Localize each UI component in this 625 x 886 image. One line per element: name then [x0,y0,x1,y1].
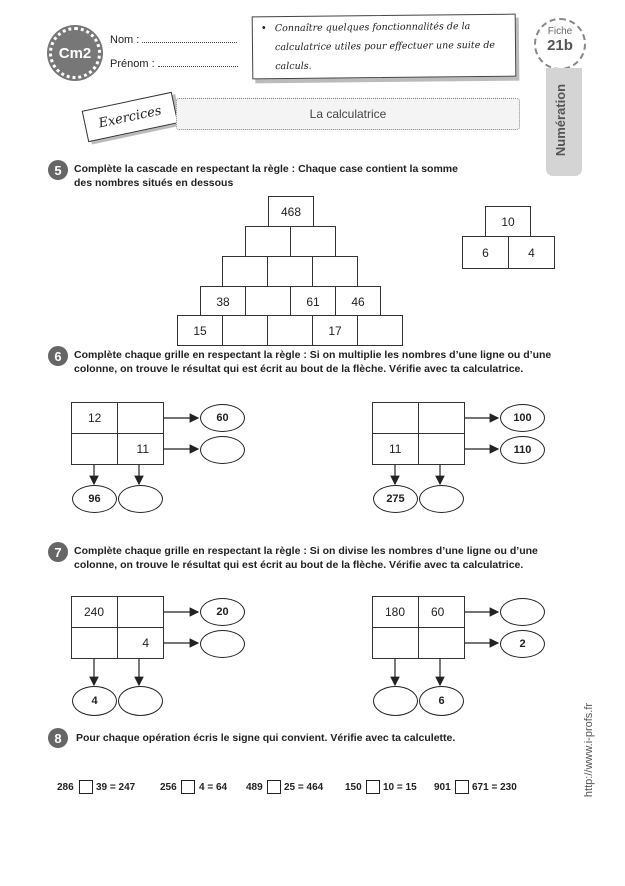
result-oval[interactable] [118,485,163,513]
grid-cell[interactable] [117,596,164,628]
result-oval[interactable] [118,686,163,716]
pyramid-cell[interactable]: 61 [290,286,336,317]
objective-line-2: calculatrice utiles pour effectuer une suite de [274,39,496,54]
level-badge-text: Cm2 [58,44,92,62]
operator-box[interactable] [455,780,469,794]
q6-text-line-2: colonne, on trouve le résultat qui est écrit au bout de la flèche. Vérifie avec ta calculatrice. [74,363,524,375]
nom-label: Nom : [110,34,143,46]
q7-instructions [74,544,574,572]
result-oval: 96 [72,485,117,513]
result-oval[interactable] [200,630,245,658]
pyramid-cell[interactable]: 17 [312,315,358,346]
footer-url: http://www.i-profs.fr [583,702,595,798]
q7-number: 7 [48,542,68,562]
result-oval[interactable] [200,436,245,464]
q6-number: 6 [48,346,68,366]
result-oval: 60 [200,404,245,432]
bullet-icon: • [260,23,267,35]
page-title: La calculatrice [309,107,387,121]
grid-cell[interactable] [71,433,118,465]
grid-cell[interactable] [418,627,465,659]
q7-text-line-1: Complète chaque grille en respectant la règle : Si on divise les nombres d’une ligne ou d’une [74,545,538,557]
pyramid-cell[interactable]: 468 [268,196,314,227]
operation-left: 286 [57,782,74,793]
grid-cell[interactable]: 180 [372,596,419,628]
result-oval: 110 [500,436,545,464]
operation-right: 25 = 464 [284,782,324,793]
grid-cell[interactable]: 11 [372,433,419,465]
q8-text: Pour chaque opération écris le signe qui convient. Vérifie avec ta calculette. [76,732,456,744]
grid-cell[interactable]: 11 [117,433,164,465]
grid-cell[interactable] [418,402,465,434]
operator-box[interactable] [366,780,380,794]
example-top-cell: 10 [485,206,531,237]
operation-right: 10 = 15 [383,782,417,793]
result-oval: 100 [500,404,545,432]
grid-cell[interactable] [372,402,419,434]
operation-right: 4 = 64 [199,782,228,793]
exercices-label: Exercices [97,103,163,131]
pyramid-cell[interactable]: 15 [177,315,223,346]
operator-box[interactable] [181,780,195,794]
operation-left: 489 [246,782,263,793]
operation-left: 901 [434,782,451,793]
subject-label: Numération [553,83,568,157]
example-bottom-cell: 4 [508,236,555,269]
pyramid-cell[interactable]: 38 [200,286,246,317]
operation-right: 671 = 230 [472,782,517,793]
fiche-number: 21b [547,37,573,54]
grid-cell[interactable]: 12 [71,402,118,434]
q5-text-line-2: des nombres situés en dessous [74,177,234,189]
objective-line-3: calculs. [275,60,312,73]
result-oval: 4 [72,686,117,716]
prenom-label: Prénom : [110,58,158,70]
grid-cell[interactable] [117,402,164,434]
q5-text-line-1: Complète la cascade en respectant la règle : Chaque case contient la somme [74,163,458,175]
grid-cell[interactable]: 4 [117,627,164,659]
q5-number: 5 [48,160,68,180]
grid-cell[interactable] [418,433,465,465]
result-oval: 20 [200,598,245,626]
objective-line-1: Connaître quelques fonctionnalités de la [274,21,471,35]
q6-text-line-1: Complète chaque grille en respectant la règle : Si on multiplie les nombres d’une ligne ou d’une [74,349,552,361]
q7-text-line-2: colonne, on trouve le résultat qui est écrit au bout de la flèche. Vérifie avec ta calculatrice. [74,559,524,571]
grid-cell[interactable]: 60 [418,596,465,628]
grid-cell[interactable]: 240 [71,596,118,628]
result-oval[interactable] [419,485,464,513]
operation-left: 256 [160,782,177,793]
grid-cell[interactable] [372,627,419,659]
q8-number: 8 [48,728,68,748]
result-oval: 275 [373,485,418,513]
result-oval[interactable] [373,686,418,716]
operation-right: 39 = 247 [96,782,136,793]
fiche-label: Fiche [547,26,573,37]
grid-cell[interactable] [71,627,118,659]
operator-box[interactable] [79,780,93,794]
pyramid-cell[interactable]: 46 [335,286,381,317]
result-oval: 6 [419,686,464,716]
operation-left: 150 [345,782,362,793]
result-oval[interactable] [500,598,545,626]
q6-instructions [74,348,574,376]
example-bottom-cell: 6 [462,236,509,269]
operator-box[interactable] [267,780,281,794]
result-oval: 2 [500,630,545,658]
